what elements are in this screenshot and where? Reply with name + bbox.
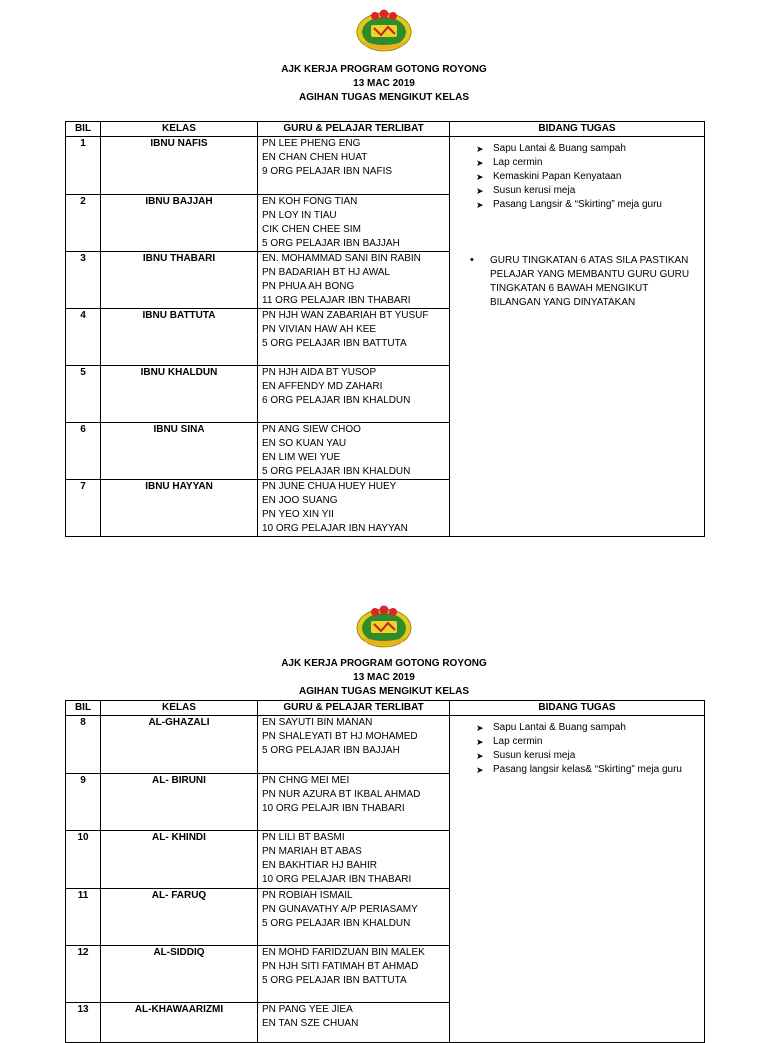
arrow-bullet-icon: ➤ bbox=[476, 144, 484, 154]
document-title: AJK KERJA PROGRAM GOTONG ROYONG bbox=[281, 658, 487, 669]
class-name: AL-GHAZALI bbox=[101, 716, 258, 774]
staff-list bbox=[258, 309, 450, 366]
staff-list bbox=[258, 774, 450, 831]
row-number: 3 bbox=[66, 252, 101, 309]
staff-entry: PN ROBIAH ISMAIL bbox=[262, 890, 353, 901]
staff-entry: PN LOY IN TIAU bbox=[262, 210, 337, 221]
arrow-bullet-icon: ➤ bbox=[476, 751, 484, 761]
staff-entry: PN HJH WAN ZABARIAH BT YUSUF bbox=[262, 310, 429, 321]
document-date: 13 MAC 2019 bbox=[353, 672, 415, 683]
arrow-bullet-icon: ➤ bbox=[476, 765, 484, 775]
row-number: 7 bbox=[66, 480, 101, 537]
document-title: AJK KERJA PROGRAM GOTONG ROYONG bbox=[281, 64, 487, 75]
staff-entry: 5 ORG PELAJAR IBN KHALDUN bbox=[262, 466, 411, 477]
task-text: Kemaskini Papan Kenyataan bbox=[493, 171, 622, 182]
task-text: Susun kerusi meja bbox=[493, 185, 576, 196]
task-item bbox=[476, 198, 704, 212]
staff-list bbox=[258, 716, 450, 774]
staff-list bbox=[258, 831, 450, 889]
staff-entry: EN AFFENDY MD ZAHARI bbox=[262, 381, 383, 392]
staff-entry: PN HJH AIDA BT YUSOP bbox=[262, 367, 377, 378]
staff-entry: 10 ORG PELAJAR IBN HAYYAN bbox=[262, 523, 408, 534]
note-line: TINGKATAN 6 BAWAH MENGIKUT bbox=[490, 283, 649, 294]
header-bil: BIL bbox=[66, 701, 101, 716]
row-number: 8 bbox=[66, 716, 101, 774]
header-tugas: BIDANG TUGAS bbox=[450, 701, 705, 716]
row-number: 11 bbox=[66, 889, 101, 946]
class-name: IBNU BAJJAH bbox=[101, 195, 258, 252]
bullet-dot-icon: • bbox=[470, 254, 474, 266]
task-item bbox=[476, 763, 704, 777]
document-subtitle: AGIHAN TUGAS MENGIKUT KELAS bbox=[299, 686, 469, 697]
arrow-bullet-icon: ➤ bbox=[476, 723, 484, 733]
staff-list bbox=[258, 889, 450, 946]
staff-list bbox=[258, 252, 450, 309]
staff-entry: PN NUR AZURA BT IKBAL AHMAD bbox=[262, 789, 421, 800]
duty-table-2 bbox=[65, 700, 705, 1043]
staff-entry: 5 ORG PELAJAR IBN BAJJAH bbox=[262, 238, 400, 249]
staff-entry: EN BAKHTIAR HJ BAHIR bbox=[262, 860, 378, 871]
class-name: AL- KHINDI bbox=[101, 831, 258, 889]
row-number: 13 bbox=[66, 1003, 101, 1043]
row-number: 5 bbox=[66, 366, 101, 423]
task-text: Sapu Lantai & Buang sampah bbox=[493, 722, 626, 733]
class-name: AL-KHAWAARIZMI bbox=[101, 1003, 258, 1043]
document-subtitle: AGIHAN TUGAS MENGIKUT KELAS bbox=[299, 92, 469, 103]
staff-entry: 10 ORG PELAJAR IBN THABARI bbox=[262, 874, 412, 885]
header-guru: GURU & PELAJAR TERLIBAT bbox=[258, 122, 450, 137]
staff-list bbox=[258, 480, 450, 537]
staff-entry: EN SO KUAN YAU bbox=[262, 438, 347, 449]
header-kelas: KELAS bbox=[101, 122, 258, 137]
task-text: Lap cermin bbox=[493, 157, 543, 168]
table-row bbox=[66, 716, 705, 774]
staff-entry: PN BADARIAH BT HJ AWAL bbox=[262, 267, 390, 278]
task-text: Sapu Lantai & Buang sampah bbox=[493, 143, 626, 154]
staff-entry: 5 ORG PELAJAR IBN BATTUTA bbox=[262, 975, 407, 986]
staff-entry: PN HJH SITI FATIMAH BT AHMAD bbox=[262, 961, 419, 972]
task-item bbox=[476, 735, 704, 749]
arrow-bullet-icon: ➤ bbox=[476, 158, 484, 168]
note-line: GURU TINGKATAN 6 ATAS SILA PASTIKAN bbox=[490, 255, 689, 266]
arrow-bullet-icon: ➤ bbox=[476, 186, 484, 196]
header-bil: BIL bbox=[66, 122, 101, 137]
task-text: Lap cermin bbox=[493, 736, 543, 747]
class-name: IBNU THABARI bbox=[101, 252, 258, 309]
staff-entry: PN CHNG MEI MEI bbox=[262, 775, 350, 786]
staff-entry: EN SAYUTI BIN MANAN bbox=[262, 717, 373, 728]
task-item bbox=[476, 142, 704, 156]
staff-entry: EN CHAN CHEN HUAT bbox=[262, 152, 368, 163]
task-item bbox=[476, 749, 704, 763]
arrow-bullet-icon: ➤ bbox=[476, 200, 484, 210]
duty-table-1 bbox=[65, 121, 705, 537]
staff-entry: PN PANG YEE JIEA bbox=[262, 1004, 353, 1015]
arrow-bullet-icon: ➤ bbox=[476, 172, 484, 182]
row-number: 9 bbox=[66, 774, 101, 831]
staff-entry: PN PHUA AH BONG bbox=[262, 281, 355, 292]
table-row bbox=[66, 137, 705, 195]
table-header-row bbox=[66, 122, 705, 137]
staff-entry: 11 ORG PELAJAR IBN THABARI bbox=[262, 295, 411, 306]
class-name: AL- FARUQ bbox=[101, 889, 258, 946]
staff-entry: EN KOH FONG TIAN bbox=[262, 196, 358, 207]
task-item bbox=[476, 184, 704, 198]
row-number: 6 bbox=[66, 423, 101, 480]
staff-list bbox=[258, 366, 450, 423]
teacher-note bbox=[470, 254, 720, 310]
task-cell bbox=[450, 137, 705, 537]
class-name: AL-SIDDIQ bbox=[101, 946, 258, 1003]
class-name: IBNU NAFIS bbox=[101, 137, 258, 195]
header-guru: GURU & PELAJAR TERLIBAT bbox=[258, 701, 450, 716]
staff-entry: PN ANG SIEW CHOO bbox=[262, 424, 361, 435]
arrow-bullet-icon: ➤ bbox=[476, 737, 484, 747]
task-text: Pasang langsir kelas& “Skirting” meja guru bbox=[493, 764, 682, 775]
staff-entry: PN LEE PHENG ENG bbox=[262, 138, 361, 149]
staff-entry: EN LIM WEI YUE bbox=[262, 452, 341, 463]
note-line: BILANGAN YANG DINYATAKAN bbox=[490, 297, 636, 308]
row-number: 2 bbox=[66, 195, 101, 252]
staff-entry: PN SHALEYATI BT HJ MOHAMED bbox=[262, 731, 418, 742]
staff-entry: PN JUNE CHUA HUEY HUEY bbox=[262, 481, 397, 492]
class-name: IBNU SINA bbox=[101, 423, 258, 480]
staff-entry: PN LILI BT BASMI bbox=[262, 832, 345, 843]
row-number: 10 bbox=[66, 831, 101, 889]
staff-list bbox=[258, 137, 450, 195]
task-text: Susun kerusi meja bbox=[493, 750, 576, 761]
row-number: 1 bbox=[66, 137, 101, 195]
staff-entry: PN MARIAH BT ABAS bbox=[262, 846, 362, 857]
table-header-row bbox=[66, 701, 705, 716]
document-date: 13 MAC 2019 bbox=[353, 78, 415, 89]
header-tugas: BIDANG TUGAS bbox=[450, 122, 705, 137]
staff-entry: PN GUNAVATHY A/P PERIASAMY bbox=[262, 904, 418, 915]
staff-entry: EN TAN SZE CHUAN bbox=[262, 1018, 359, 1029]
note-line: PELAJAR YANG MEMBANTU GURU GURU bbox=[490, 269, 690, 280]
class-name: IBNU HAYYAN bbox=[101, 480, 258, 537]
staff-entry: PN VIVIAN HAW AH KEE bbox=[262, 324, 377, 335]
task-item bbox=[476, 721, 704, 735]
staff-entry: 10 ORG PELAJR IBN THABARI bbox=[262, 803, 405, 814]
staff-entry: EN MOHD FARIDZUAN BIN MALEK bbox=[262, 947, 425, 958]
class-name: AL- BIRUNI bbox=[101, 774, 258, 831]
school-logo bbox=[355, 604, 413, 648]
class-name: IBNU BATTUTA bbox=[101, 309, 258, 366]
row-number: 4 bbox=[66, 309, 101, 366]
task-cell bbox=[450, 716, 705, 1043]
staff-list bbox=[258, 195, 450, 252]
school-logo bbox=[355, 8, 413, 52]
task-item bbox=[476, 156, 704, 170]
staff-list bbox=[258, 423, 450, 480]
staff-list bbox=[258, 946, 450, 1003]
staff-entry: 5 ORG PELAJAR IBN BAJJAH bbox=[262, 745, 400, 756]
task-item bbox=[476, 170, 704, 184]
staff-entry: 5 ORG PELAJAR IBN KHALDUN bbox=[262, 918, 411, 929]
task-text: Pasang Langsir & “Skirting” meja guru bbox=[493, 199, 662, 210]
staff-entry: PN YEO XIN YII bbox=[262, 509, 334, 520]
row-number: 12 bbox=[66, 946, 101, 1003]
staff-entry: 6 ORG PELAJAR IBN KHALDUN bbox=[262, 395, 411, 406]
header-kelas: KELAS bbox=[101, 701, 258, 716]
staff-entry: 9 ORG PELAJAR IBN NAFIS bbox=[262, 166, 393, 177]
staff-entry: EN. MOHAMMAD SANI BIN RABIN bbox=[262, 253, 421, 264]
staff-entry: 5 ORG PELAJAR IBN BATTUTA bbox=[262, 338, 407, 349]
class-name: IBNU KHALDUN bbox=[101, 366, 258, 423]
staff-list bbox=[258, 1003, 450, 1043]
staff-entry: EN JOO SUANG bbox=[262, 495, 338, 506]
staff-entry: CIK CHEN CHEE SIM bbox=[262, 224, 361, 235]
